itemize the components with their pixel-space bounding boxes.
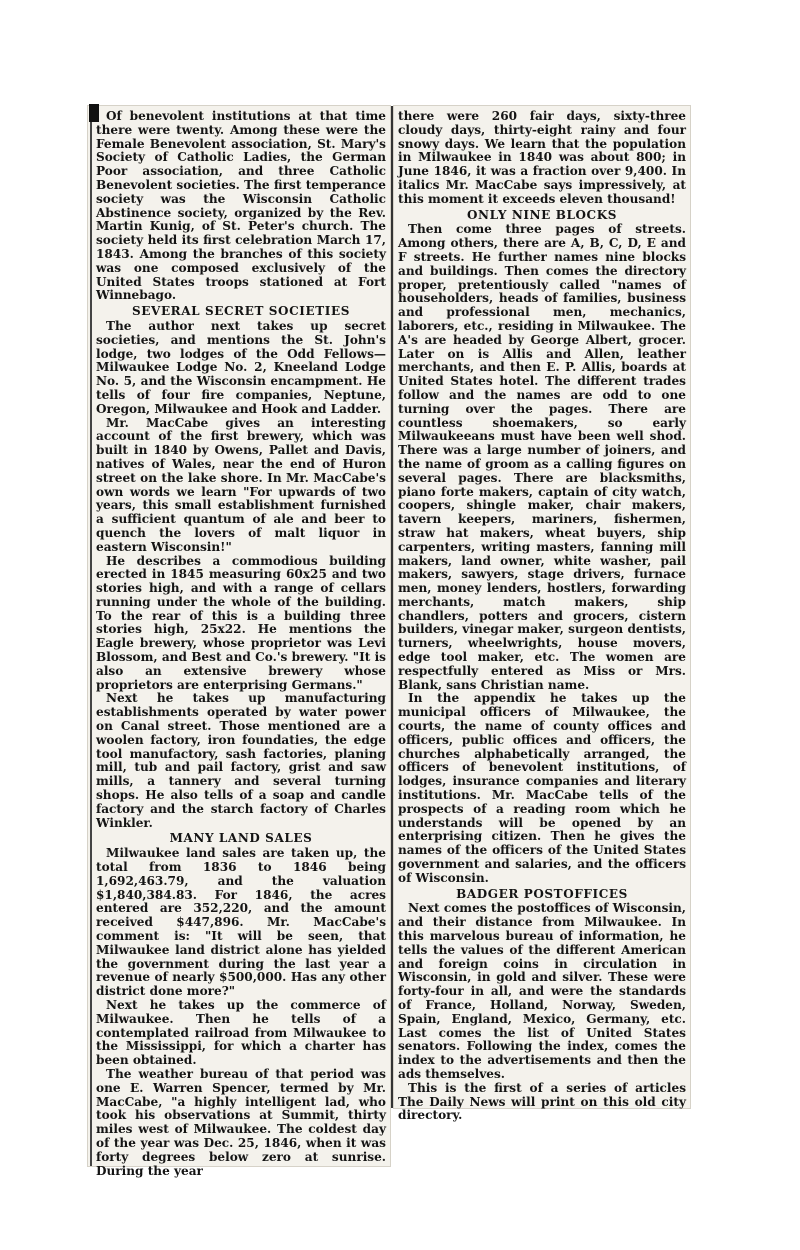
paragraph-commodious-building: He describes a commodious building erected in 1845 measuring 60x25 and two stories high, and with a range of cellars running under the whole of the building. To the rear of this is a building three stories high, 25x22. He mentions the Eagle brewery, whose proprietor was Levi Blossom, and Best and Co.'s brewery. "It is also an extensive brewery whose proprietors are enterprising Germans." [96, 553, 386, 692]
right-column-text [398, 110, 686, 1123]
heading-badger-postoffices: BADGER POSTOFFICES [456, 886, 628, 901]
clipping-right-column [394, 106, 690, 1123]
paragraph-series-note: This is the first of a series of articles The Daily News will print on this old city directory. [398, 1080, 686, 1123]
scan-corner-mark [89, 104, 99, 122]
clipping-left-column [88, 106, 390, 1178]
heading-many-land-sales: MANY LAND SALES [169, 831, 313, 846]
paragraph-benevolent-institutions: Of benevolent institutions at that time there were twenty. Among these were the Female Benevolent association, St. Mary's Society of Catholic Ladies, the German Poor association, and three Catholic Benevolent societies. The first temperance society was the Wisconsin Catholic Abstinence society, organized by the Rev. Martin Kunig, of St. Peter's church. The society held its first celebration March 17, 1843. Among the branches of this society was one composed exclusively of the United States troops stationed at Fort Winnebago. [96, 109, 386, 303]
paragraph-postoffices: Next comes the postoffices of Wisconsin, and their distance from Milwaukee. In this marvelous bureau of information, he tells the values of the different American and foreign coins in circulation in Wisconsin, in gold and silver. These were forty-four in all, and were the standards of France, Holland, Norway, Sweden, Spain, England, Mexico, Germany, etc. Last comes the list of United States senators. Following the index, comes the index to the advertisements and then the ads themselves. [398, 901, 686, 1081]
paragraph-commerce: Next he takes up the commerce of Milwaukee. Then he tells of a contemplated railroad from Milwaukee to the Mississippi, for which a charter has been obtained. [96, 998, 386, 1068]
paragraph-weather-bureau: The weather bureau of that period was one E. Warren Spencer, termed by Mr. MacCabe, "a highly intelligent lad, who took his observations at Summit, thirty miles west of Milwaukee. The coldest day of the year was Dec. 25, 1846, when it was forty degrees below zero at sunrise. During the year [96, 1066, 386, 1178]
paragraph-land-sales: Milwaukee land sales are taken up, the total from 1836 to 1846 being 1,692,463.79, and the valuation $1,840,384.83. For 1846, the acres entered are 352,220, and the amount received $447,896. Mr. MacCabe's comment is: "It will be seen, that Milwaukee land district alone has yielded the government during the last year a revenue of nearly $500,000. Has any other district done more?" [96, 846, 386, 999]
paragraph-appendix: In the appendix he takes up the municipal officers of Milwaukee, the courts, the name of county offices and officers, public offices and officers, the churches alphabetically arranged, the officers of benevolent institutions, of lodges, insurance companies and literary institutions. Mr. MacCabe tells of the prospects of a reading room which he understands will be opened by an enterprising citizen. Then he gives the names of the officers of the United States government and salaries, and the officers of Wisconsin. [398, 691, 686, 885]
paragraph-fair-days: there were 260 fair days, sixty-three cloudy days, thirty-eight rainy and four snowy days. We learn that the population in Milwaukee in 1840 was about 800; in June 1846, it was a fraction over 9,400. In italics Mr. MacCabe says impressively, at this moment it exceeds eleven thousand! [398, 109, 686, 206]
heading-several-secret-societies: SEVERAL SECRET SOCIETIES [132, 304, 350, 319]
paragraph-secret-societies: The author next takes up secret societies, and mentions the St. John's lodge, two lodges of the Odd Fellows—Milwaukee Lodge No. 2, Kneeland Lodge No. 5, and the Wisconsin encampment. He tells of four fire companies, Neptune, Oregon, Milwaukee and Hook and Ladder. [96, 318, 386, 416]
paragraph-first-brewery: Mr. MacCabe gives an interesting account of the first brewery, which was built in 1840 by Owens, Pallet and Davis, natives of Wales, near the end of Huron street on the lake shore. In Mr. MacCabe's own words we learn "For upwards of two years, this small establishment furnished a sufficient quantum of ale and beer to quench the lovers of malt liquor in eastern Wisconsin!" [96, 415, 386, 554]
left-column-text [96, 110, 386, 1178]
column-rule-middle [391, 106, 393, 1108]
paragraph-manufacturing: Next he takes up manufacturing establishments operated by water power on Canal street. Those mentioned are a woolen factory, iron foundaties, the edge tool manufactory, sash factories, planing mill, tub and pail factory, grist and saw mills, a tannery and several turning shops. He also tells of a soap and candle factory and the starch factory of Charles Winkler. [96, 691, 386, 830]
heading-only-nine-blocks: ONLY NINE BLOCKS [467, 207, 617, 222]
column-rule-left [90, 106, 92, 1166]
paragraph-streets-directory: Then come three pages of streets. Among others, there are A, B, C, D, E and F streets. He further names nine blocks and buildings. Then comes the directory proper, pretentiously called "names of householders, heads of families, business and professional men, mechanics, laborers, etc., residing in Milwaukee. The A's are headed by George Albert, grocer. Later on is Allis and Allen, leather merchants, and then E. P. Allis, boards at United States hotel. The different trades follow and the names are odd to one turning over the pages. There are countless shoemakers, so early Milwaukeeans must have been well shod. There was a large number of joiners, and the name of groom as a calling figures on several pages. There are blacksmiths, piano forte makers, captain of city watch, coopers, shingle maker, chair makers, tavern keepers, mariners, fishermen, straw hat makers, wheat buyers, ship carpenters, writing masters, fanning mill makers, land owner, white washer, pail makers, sawyers, stage drivers, furnace men, money lenders, hostlers, forwarding merchants, match makers, ship chandlers, potters and grocers, cistern builders, vinegar maker, surgeon dentists, turners, wheelwrights, house movers, edge tool maker, etc. The women are respectfully entered as Miss or Mrs. Blank, sans Christian name. [398, 222, 686, 692]
